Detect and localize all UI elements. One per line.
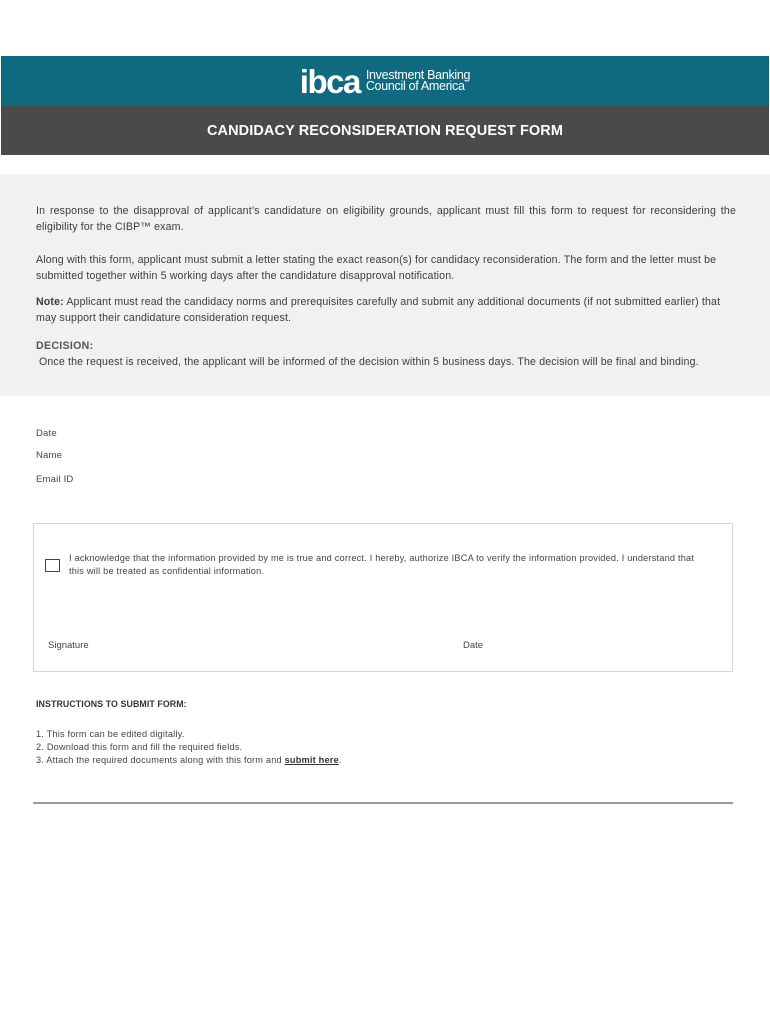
instruction-item-1: 1. This form can be edited digitally.	[36, 729, 185, 739]
form-title: CANDIDACY RECONSIDERATION REQUEST FORM	[206, 122, 564, 139]
instructions-title: INSTRUCTIONS TO SUBMIT FORM:	[36, 699, 187, 709]
logo-line-1: Investment Banking	[365, 68, 471, 82]
acknowledgement-text: I acknowledge that the information provided by me is true and correct. I hereby, authorize IBCA to verify the information provided. I understand that this will be treated as confidential information.	[69, 553, 695, 576]
footer-divider	[33, 802, 733, 804]
date-field-label: Date	[36, 428, 57, 439]
note-text: Applicant must read the candidacy norms and prerequisites carefully and submit any additional documents (if not submitted earlier) that may support their candidature consideration request.	[36, 296, 721, 324]
name-field-label: Name	[36, 450, 63, 461]
ibca-logo	[299, 62, 471, 100]
note-paragraph	[36, 295, 736, 326]
header-banner	[1, 56, 769, 106]
instruction-item-2: 2. Download this form and fill the required fields.	[36, 742, 243, 752]
submit-here-link[interactable]: submit here	[284, 755, 339, 765]
logo-text	[366, 70, 470, 92]
acknowledge-checkbox[interactable]	[45, 559, 60, 572]
decision-text: Once the request is received, the applicant will be informed of the decision within 5 business days. The decision will be final and binding.	[39, 356, 699, 368]
title-bar	[1, 106, 769, 155]
intro-section	[0, 174, 770, 396]
logo-mark: ibca	[299, 62, 360, 100]
instruction-item-3-end: .	[338, 755, 342, 765]
signature-label: Signature	[48, 640, 89, 651]
decision-label: DECISION:	[36, 340, 94, 352]
logo-line-2: Council of America	[365, 79, 465, 93]
intro-paragraph-1: In response to the disapproval of applicant’s candidature on eligibility grounds, applicant must fill this form to request for reconsidering the eligibility for the CIBP™ exam.	[36, 205, 736, 233]
acknowledgement-box	[33, 523, 733, 672]
note-label: Note:	[36, 296, 64, 308]
instructions-list	[36, 728, 342, 767]
instruction-item-3-text: 3. Attach the required documents along with this form and	[36, 755, 285, 765]
signature-date-label: Date	[463, 640, 484, 651]
instruction-item-3	[36, 754, 342, 767]
email-field-label: Email ID	[36, 474, 74, 485]
intro-paragraph-2: Along with this form, applicant must submit a letter stating the exact reason(s) for candidacy reconsideration. The form and the letter must be submitted together within 5 working days after the candidature disapproval notification.	[36, 254, 717, 282]
